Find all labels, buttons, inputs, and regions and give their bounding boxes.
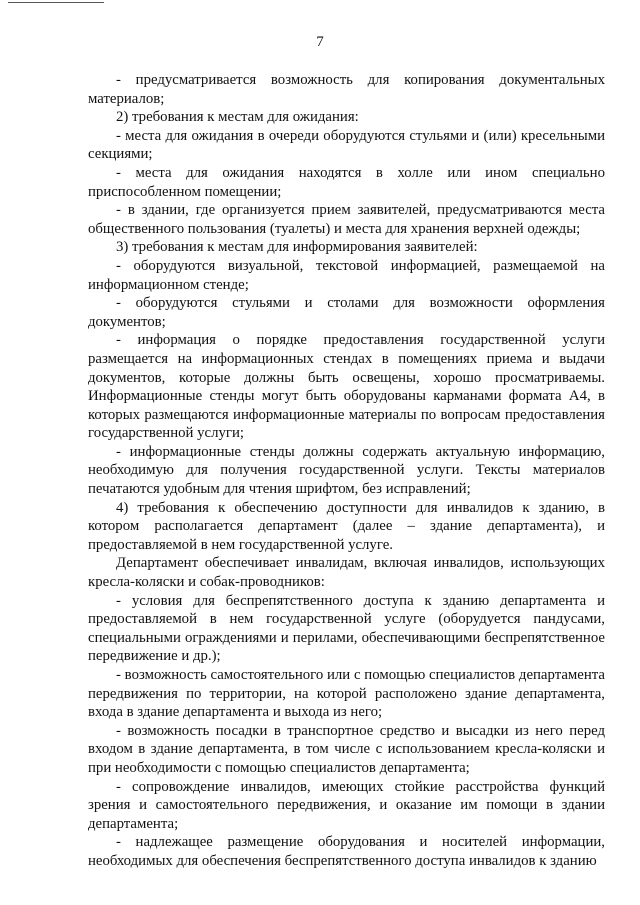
paragraph: - оборудуются стульями и столами для возможности оформления документов; — [88, 295, 605, 330]
document-body — [88, 71, 605, 871]
paragraph: - места для ожидания в очереди оборудуются стульями и (или) кресельными секциями; — [88, 127, 605, 163]
paragraph: - условия для беспрепятственного доступа к зданию департамента и предоставляемой в нем государственной услуге (оборудуется пандусами, специальными ограждениями и перилами, обеспечивающими беспрепятственное передвижение и др.); — [88, 592, 605, 665]
paragraph: - информационные стенды должны содержать актуальную информацию, необходимую для получения государственной услуги. Тексты материалов печатаются удобным для чтения шрифтом, без исправлений; — [88, 443, 605, 498]
paragraph: 2) требования к местам для ожидания: — [116, 109, 359, 126]
paragraph: - надлежащее размещение оборудования и носителей информации, необходимых для обеспечения беспрепятственного доступа инвалидов к зданию — [88, 834, 605, 869]
paragraph: - информация о порядке предоставления государственной услуги размещается на информационных стендах в помещениях приема и выдачи документов, которые должны быть освещены, хорошо просматриваемы. Информационные стенды могут быть оборудованы карманами формата А4, в которых размещаются информационные материалы по вопросам предоставления государственной услуги; — [88, 332, 605, 442]
paragraph: - возможность самостоятельного или с помощью специалистов департамента передвижения по территории, на которой расположено здание департамента, входа в здание департамента и выхода из него; — [88, 667, 605, 721]
paragraph: Департамент обеспечивает инвалидам, включая инвалидов, использующих кресла-коляски и собак-проводников: — [88, 555, 605, 591]
scan-edge-line — [8, 2, 104, 3]
paragraph: - оборудуются визуальной, текстовой информацией, размещаемой на информационном стенде; — [88, 257, 605, 293]
paragraph: - возможность посадки в транспортное средство и высадки из него перед входом в здание департамента, в том числе с использованием кресла-коляски и при необходимости с помощью специалистов департамента; — [88, 722, 605, 776]
paragraph: 4) требования к обеспечению доступности для инвалидов к зданию, в котором располагается департамент (далее – здание департамента), и предоставляемой в нем государственной услуге. — [88, 499, 605, 553]
paragraph: - в здании, где организуется прием заявителей, предусматриваются места общественного пользования (туалеты) и места для хранения верхней одежды; — [88, 202, 605, 237]
page-number: 7 — [316, 34, 324, 50]
paragraph: - места для ожидания находятся в холле или ином специально приспособленном помещении; — [88, 164, 605, 200]
paragraph: 3) требования к местам для информирования заявителей: — [116, 239, 478, 256]
paragraph: - предусматривается возможность для копирования документальных материалов; — [88, 72, 605, 107]
paragraph: - сопровождение инвалидов, имеющих стойкие расстройства функций зрения и самостоятельного передвижения, и оказание им помощи в здании департамента; — [88, 778, 605, 832]
